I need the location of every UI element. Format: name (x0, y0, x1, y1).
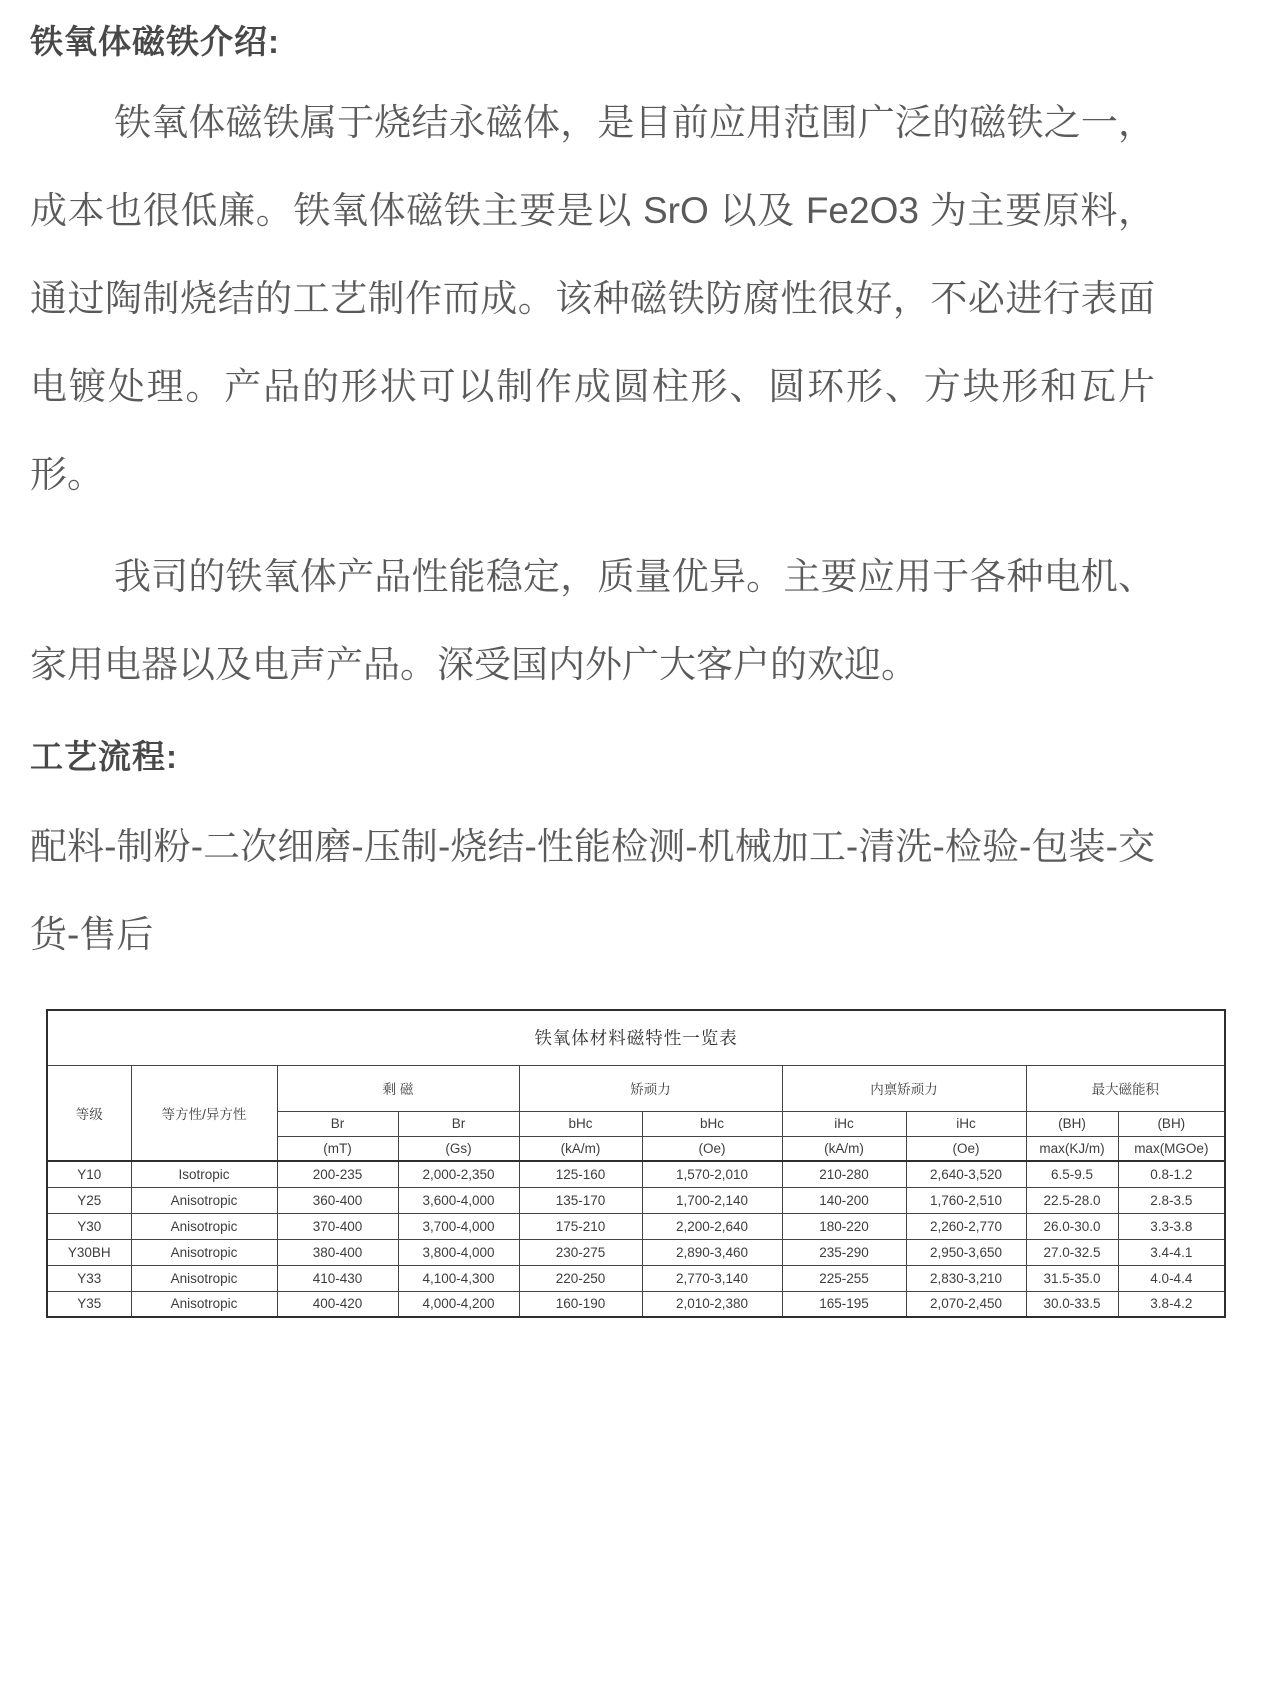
table-cell: 30.0-33.5 (1026, 1291, 1118, 1317)
header-isotropy: 等方性/异方性 (131, 1065, 277, 1161)
intro-paragraph-2: 我司的铁氧体产品性能稳定，质量优异。主要应用于各种电机、家用电器以及电声产品。深受国内外广大客户的欢迎。 (30, 555, 1155, 685)
table-cell: 2,260-2,770 (906, 1213, 1026, 1239)
subheader-cell: Br (398, 1111, 519, 1136)
table-cell: Anisotropic (131, 1265, 277, 1291)
table-cell: 2.8-3.5 (1118, 1187, 1225, 1213)
intro-heading: 铁氧体磁铁介绍: (30, 23, 280, 60)
table-title: 铁氧体材料磁特性一览表 (47, 1010, 1225, 1065)
subheader-cell: bHc (642, 1111, 782, 1136)
process-heading: 工艺流程: (30, 737, 178, 775)
table-cell: 2,010-2,380 (642, 1291, 782, 1317)
table-cell: 410-430 (277, 1265, 398, 1291)
table-cell: 220-250 (519, 1265, 642, 1291)
header-max-energy-product: 最大磁能积 (1026, 1065, 1225, 1111)
header-grade: 等级 (47, 1065, 131, 1161)
unit-cell: (kA/m) (519, 1136, 642, 1161)
unit-cell: (mT) (277, 1136, 398, 1161)
table-cell: Anisotropic (131, 1187, 277, 1213)
table-cell: 165-195 (782, 1291, 906, 1317)
table-row-y25 (47, 1187, 1225, 1213)
table-row-y10 (47, 1161, 1225, 1187)
table-cell: 4.0-4.4 (1118, 1265, 1225, 1291)
table-cell: 22.5-28.0 (1026, 1187, 1118, 1213)
ferrite-properties-table (46, 1009, 1226, 1318)
table-cell: 26.0-30.0 (1026, 1213, 1118, 1239)
table-cell: 200-235 (277, 1161, 398, 1187)
table-cell: 160-190 (519, 1291, 642, 1317)
header-coercivity: 矫顽力 (519, 1065, 782, 1111)
table-cell: 1,570-2,010 (642, 1161, 782, 1187)
unit-cell: (Oe) (642, 1136, 782, 1161)
table-row-y35 (47, 1291, 1225, 1317)
header-intrinsic-coercivity: 内禀矫顽力 (782, 1065, 1026, 1111)
table-cell: Anisotropic (131, 1291, 277, 1317)
table-cell: 3,800-4,000 (398, 1239, 519, 1265)
table-cell: 2,830-3,210 (906, 1265, 1026, 1291)
table-cell: Anisotropic (131, 1239, 277, 1265)
subheader-cell: (BH) (1118, 1111, 1225, 1136)
process-paragraph: 配料-制粉-二次细磨-压制-烧结-性能检测-机械加工-清洗-检验-包装-交货-售后 (30, 826, 1155, 956)
table-cell: 175-210 (519, 1213, 642, 1239)
unit-cell: (kA/m) (782, 1136, 906, 1161)
unit-cell: max(KJ/m) (1026, 1136, 1118, 1161)
table-cell: Isotropic (131, 1161, 277, 1187)
table-cell: 235-290 (782, 1239, 906, 1265)
table-row-y30bh (47, 1239, 1225, 1265)
table-cell: 3,600-4,000 (398, 1187, 519, 1213)
table-cell: 140-200 (782, 1187, 906, 1213)
table-cell: 1,760-2,510 (906, 1187, 1026, 1213)
table-cell: Anisotropic (131, 1213, 277, 1239)
table-cell: 2,200-2,640 (642, 1213, 782, 1239)
table-cell: 4,000-4,200 (398, 1291, 519, 1317)
table-group-header-row (47, 1065, 1225, 1111)
header-remanence: 剩 磁 (277, 1065, 519, 1111)
table-cell: 4,100-4,300 (398, 1265, 519, 1291)
subheader-cell: bHc (519, 1111, 642, 1136)
table-cell: 125-160 (519, 1161, 642, 1187)
table-cell: 2,770-3,140 (642, 1265, 782, 1291)
unit-cell: max(MGOe) (1118, 1136, 1225, 1161)
table-cell: 3.3-3.8 (1118, 1213, 1225, 1239)
table-cell: Y25 (47, 1187, 131, 1213)
table-cell: 180-220 (782, 1213, 906, 1239)
table-cell: Y30BH (47, 1239, 131, 1265)
table-cell: 135-170 (519, 1187, 642, 1213)
table-cell: 1,700-2,140 (642, 1187, 782, 1213)
table-cell: 225-255 (782, 1265, 906, 1291)
table-cell: 6.5-9.5 (1026, 1161, 1118, 1187)
table-cell: 2,000-2,350 (398, 1161, 519, 1187)
table-cell: 2,070-2,450 (906, 1291, 1026, 1317)
table-cell: 2,640-3,520 (906, 1161, 1026, 1187)
subheader-cell: iHc (782, 1111, 906, 1136)
table-cell: 27.0-32.5 (1026, 1239, 1118, 1265)
table-cell: Y35 (47, 1291, 131, 1317)
subheader-cell: iHc (906, 1111, 1026, 1136)
table-cell: Y10 (47, 1161, 131, 1187)
table-row-y33 (47, 1265, 1225, 1291)
table-cell: 370-400 (277, 1213, 398, 1239)
table-row-y30 (47, 1213, 1225, 1239)
table-cell: Y30 (47, 1213, 131, 1239)
unit-cell: (Gs) (398, 1136, 519, 1161)
table-cell: Y33 (47, 1265, 131, 1291)
table-cell: 360-400 (277, 1187, 398, 1213)
subheader-cell: (BH) (1026, 1111, 1118, 1136)
table-cell: 380-400 (277, 1239, 398, 1265)
table-cell: 31.5-35.0 (1026, 1265, 1118, 1291)
subheader-cell: Br (277, 1111, 398, 1136)
table-cell: 0.8-1.2 (1118, 1161, 1225, 1187)
table-cell: 3.8-4.2 (1118, 1291, 1225, 1317)
table-cell: 2,890-3,460 (642, 1239, 782, 1265)
intro-paragraph-1: 铁氧体磁铁属于烧结永磁体，是目前应用范围广泛的磁铁之一，成本也很低廉。铁氧体磁铁主要是以 SrO 以及 Fe2O3 为主要原料，通过陶制烧结的工艺制作而成。该种磁铁防腐性很好，不必进行表面电镀处理。产品的形状可以制作成圆柱形、圆环形、方块形和瓦片形。 (30, 101, 1155, 495)
table-cell: 2,950-3,650 (906, 1239, 1026, 1265)
table-cell: 230-275 (519, 1239, 642, 1265)
table-title-row (47, 1010, 1225, 1065)
table-cell: 210-280 (782, 1161, 906, 1187)
unit-cell: (Oe) (906, 1136, 1026, 1161)
table-cell: 3.4-4.1 (1118, 1239, 1225, 1265)
table-cell: 400-420 (277, 1291, 398, 1317)
table-cell: 3,700-4,000 (398, 1213, 519, 1239)
